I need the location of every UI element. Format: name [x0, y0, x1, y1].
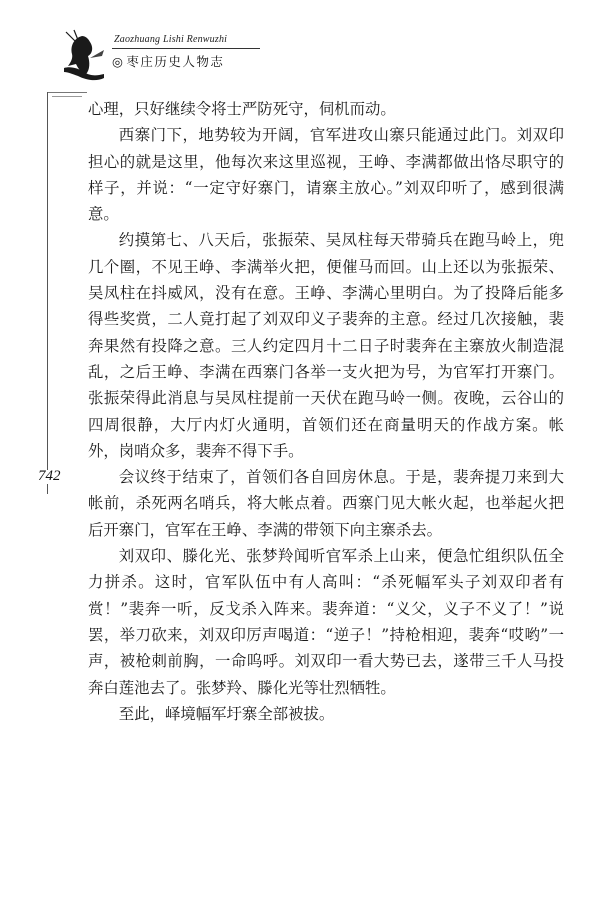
series-latin-title: Zaozhuang Lishi Renwuzhi [114, 34, 228, 45]
paragraph: 约摸第七、八天后，张振荣、吴凤柱每天带骑兵在跑马岭上，兜几个圈，不见王峥、李满举火把，便催马而回。山上还以为张振荣、吴凤柱在抖威风，没有在意。王峥、李满心里明白。为了投降后能多得些奖赏，二人竟打起了刘双印义子裴奔的主意。经过几次接触，裴奔果然有投降之意。三人约定四月十二日子时裴奔在主寨放火制造混乱，之后王峥、李满在西寨门各举一支火把为号，为官军打开寨门。张振荣得此消息与吴凤柱提前一天伏在跑马岭一侧。夜晚，云谷山的四周很静，大厅内灯火通明，首领们还在商量明天的作战方案。帐外，岗哨众多，裴奔不得下手。 [88, 231, 564, 460]
paragraph: 会议终于结束了，首领们各自回房休息。于是，裴奔提刀来到大帐前，杀死两名哨兵，将大帐点着。西寨门见大帐火起，也举起火把后开寨门，官军在王峥、李满的带领下向主寨杀去。 [88, 468, 564, 539]
paragraph: 心理，只好继续令将士严防死守，伺机而动。 [88, 100, 396, 118]
running-header [60, 28, 260, 88]
paragraph: 至此，峄境幅军圩寨全部被拔。 [118, 704, 335, 723]
paragraph: 刘双印、滕化光、张梦羚闻听官军杀上山来，便急忙组织队伍全力拼杀。这时，官军队伍中有人高叫：“杀死幅军头子刘双印者有赏！”裴奔一听，反戈杀入阵来。裴奔道：“义父，义子不义了！”说罢，举刀砍来，刘双印厉声喝道：“逆子！”持枪相迎，裴奔“哎哟”一声，被枪刺前胸，一命呜呼。刘双印一看大势已去，遂带三千人马投奔白莲池去了。张梦羚、滕化光等壮烈牺牲。 [88, 547, 564, 697]
margin-rule-top-inner [52, 96, 82, 97]
figure-logo-icon [60, 28, 108, 88]
body-text [88, 96, 564, 727]
paragraph: 西寨门下，地势较为开阔，官军进攻山寨只能通过此门。刘双印担心的就是这里，他每次来这里巡视，王峥、李满都做出恪尽职守的样子，并说：“一定守好寨门，请寨主放心。”刘双印听了，感到很满意。 [88, 126, 564, 224]
header-rule [112, 48, 260, 49]
series-title [112, 52, 224, 70]
margin-rule-lower [47, 484, 48, 494]
circle-mark-icon: ◎ [112, 54, 125, 69]
series-title-text: 枣庄历史人物志 [126, 54, 225, 69]
margin-rule [47, 92, 48, 470]
margin-rule-top [47, 92, 87, 93]
page-number: 742 [38, 468, 61, 484]
